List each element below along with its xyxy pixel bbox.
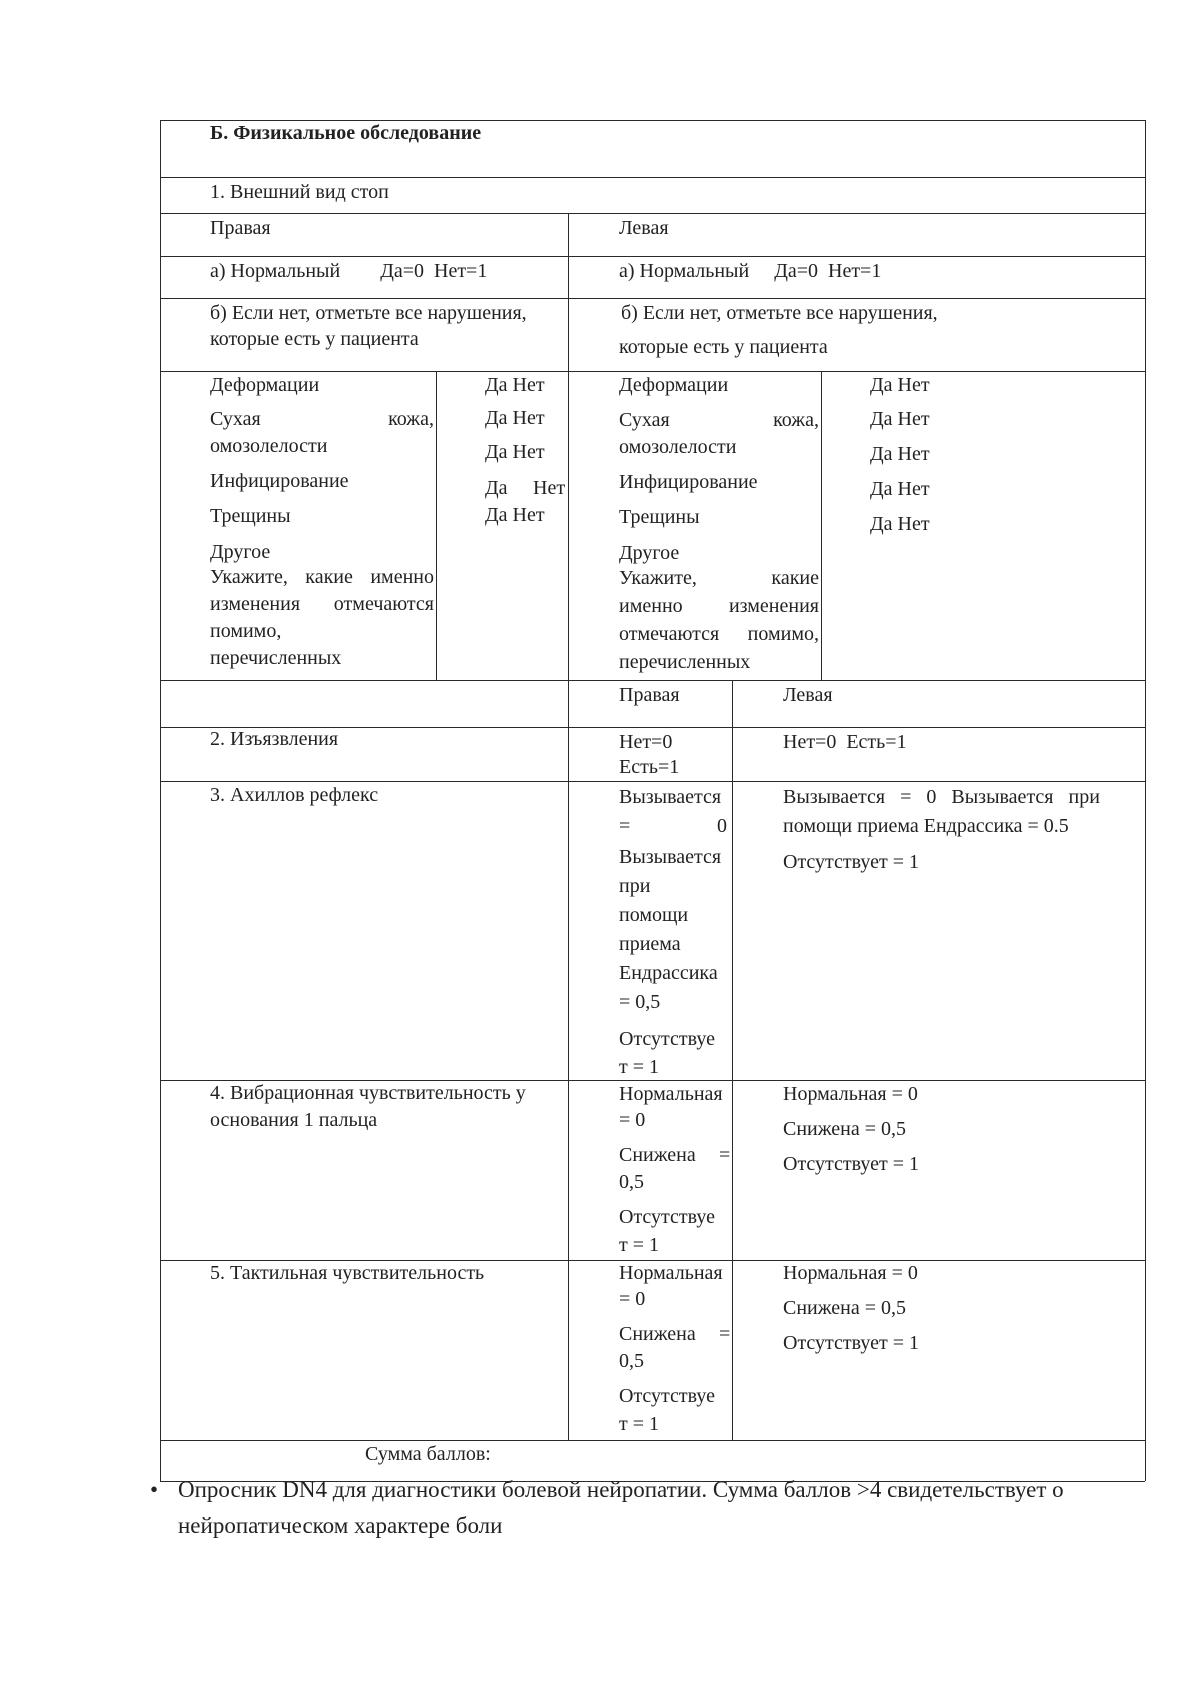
yes-no-left-5: Да Нет — [870, 513, 930, 535]
yes-no-right-1: Да Нет — [485, 374, 545, 396]
specify-right-line-4: перечисленных — [210, 647, 342, 669]
cracks-left: Трещины — [619, 506, 700, 528]
sub-right-label: Правая — [619, 684, 680, 706]
achilles-right-8: = 0,5 — [619, 991, 661, 1013]
skin-word: кожа, — [773, 409, 819, 431]
vib-left-2: Снижена = 0,5 — [783, 1118, 907, 1140]
if-no-right-2: которые есть у пациента — [210, 328, 419, 350]
specify-left-line-1: Укажите, какие — [619, 567, 819, 589]
infection-right: Инфицирование — [210, 470, 349, 492]
vib-right-4: 0,5 — [619, 1171, 644, 1193]
sub-left-label: Левая — [783, 684, 833, 706]
normal-left: а) Нормальный Да=0 Нет=1 — [619, 260, 882, 282]
achilles-left-3: Отсутствует = 1 — [783, 851, 920, 873]
other-left: Другое — [619, 542, 680, 564]
tac-right-3a: Снижена — [619, 1323, 696, 1345]
specify-right-line-3: помимо, — [210, 620, 282, 642]
specify-right — [210, 564, 434, 672]
vib-left-1: Нормальная = 0 — [783, 1083, 918, 1105]
row-divider — [160, 781, 1145, 782]
yes-no-right-5: Да Нет — [485, 504, 545, 526]
achilles-right-4: при — [619, 875, 651, 897]
achilles-left-1: Вызывается = 0 Вызывается при — [783, 786, 1100, 808]
specify-left-line-3: отмечаются помимо, — [619, 623, 819, 645]
yes-no-left-4: Да Нет — [870, 478, 930, 500]
achilles-right-3: Вызывается — [619, 846, 722, 868]
yes-no-right-2: Да Нет — [485, 407, 545, 429]
calluses-right: омозолелости — [210, 435, 328, 457]
yes-no-left-1: Да Нет — [870, 374, 930, 396]
table-border-right — [1145, 120, 1146, 1481]
vibration-label-1: 4. Вибрационная чувствительность у — [210, 1082, 526, 1104]
dry-skin-right — [210, 405, 434, 433]
achilles-label: 3. Ахиллов рефлекс — [210, 784, 379, 806]
yes-right-4: Да — [485, 477, 508, 499]
achilles-right-6: приема — [619, 933, 681, 955]
specify-left-line-2: именно изменения — [619, 595, 819, 617]
row-divider — [160, 298, 1145, 299]
skin-word: кожа, — [388, 408, 434, 430]
normal-right: а) Нормальный Да=0 Нет=1 — [210, 260, 488, 282]
row-divider — [160, 680, 1145, 681]
row-divider — [160, 177, 1145, 178]
bullet-dot: • — [150, 1477, 159, 1502]
row-divider — [160, 256, 1145, 257]
achilles-right-1: Вызывается — [619, 786, 722, 808]
dry-skin-word: Сухая — [619, 409, 670, 431]
row-divider — [160, 1440, 1145, 1441]
foot-appearance-heading: 1. Внешний вид стоп — [210, 181, 389, 203]
tac-left-1: Нормальная = 0 — [783, 1262, 918, 1284]
other-right: Другое — [210, 541, 271, 563]
achilles-right-2b: 0 — [717, 815, 727, 837]
column-divider — [436, 371, 437, 680]
cracks-right: Трещины — [210, 505, 291, 527]
ulcers-right-2: Есть=1 — [619, 756, 680, 778]
sum-label: Сумма баллов: — [365, 1443, 491, 1465]
infection-left: Инфицирование — [619, 471, 758, 493]
yes-no-left-3: Да Нет — [870, 443, 930, 465]
deformations-left: Деформации — [619, 374, 729, 396]
yes-no-left-2: Да Нет — [870, 408, 930, 430]
tac-right-1: Нормальная — [619, 1262, 723, 1284]
specify-left-line-4: перечисленных — [619, 651, 751, 673]
vib-right-2: = 0 — [619, 1109, 646, 1131]
tac-left-2: Снижена = 0,5 — [783, 1297, 907, 1319]
tac-right-5: Отсутствуе — [619, 1385, 716, 1407]
specify-right-line-1: Укажите, какие именно — [210, 566, 434, 588]
tactile-label: 5. Тактильная чувствительность — [210, 1262, 485, 1284]
column-divider — [732, 680, 733, 1440]
achilles-right-10: т = 1 — [619, 1056, 660, 1078]
if-no-right: б) Если нет, отметьте все нарушения, — [210, 302, 527, 324]
ulcers-right-1: Нет=0 — [619, 731, 673, 753]
achilles-right-2a: = — [619, 815, 631, 837]
achilles-right-7: Ендрассика — [619, 962, 718, 984]
vib-right-3b: = — [719, 1144, 731, 1166]
if-no-left-2: которые есть у пациента — [619, 336, 828, 358]
right-foot-label: Правая — [210, 217, 271, 239]
vib-right-1: Нормальная — [619, 1083, 723, 1105]
ulcers-label: 2. Изъязвления — [210, 728, 339, 750]
vib-right-5: Отсутствуе — [619, 1206, 716, 1228]
row-divider — [160, 213, 1145, 214]
dn4-note-line-1: Опросник DN4 для диагностики болевой нейропатии. Сумма баллов >4 свидетельствует о — [178, 1477, 1064, 1502]
tac-right-6: т = 1 — [619, 1413, 660, 1435]
section-title: Б. Физикальное обследование — [210, 122, 482, 144]
column-divider — [821, 371, 822, 680]
vib-right-3a: Снижена — [619, 1144, 696, 1166]
ulcers-left: Нет=0 Есть=1 — [783, 731, 907, 753]
achilles-left-2: помощи приема Ендрассика = 0.5 — [783, 815, 1069, 837]
tac-right-2: = 0 — [619, 1288, 646, 1310]
vib-left-3: Отсутствует = 1 — [783, 1153, 920, 1175]
vibration-label-2: основания 1 пальца — [210, 1109, 378, 1131]
dn4-note-line-2: нейропатическом характере боли — [178, 1513, 503, 1538]
left-foot-label: Левая — [619, 217, 669, 239]
specify-right-line-2: изменения отмечаются — [210, 593, 434, 615]
achilles-right-5: помощи — [619, 904, 689, 926]
specify-left — [619, 564, 819, 676]
calluses-left: омозолелости — [619, 436, 737, 458]
yes-no-right-3: Да Нет — [485, 441, 545, 463]
tac-right-3b: = — [719, 1323, 731, 1345]
row-divider — [160, 371, 1145, 372]
tac-right-4: 0,5 — [619, 1350, 644, 1372]
column-divider — [568, 213, 569, 1440]
table-border-left — [160, 120, 161, 1481]
deformations-right: Деформации — [210, 374, 320, 396]
if-no-left: б) Если нет, отметьте все нарушения, — [621, 302, 938, 324]
no-right-4: Нет — [533, 477, 566, 499]
tac-left-3: Отсутствует = 1 — [783, 1332, 920, 1354]
dry-skin-left — [619, 406, 819, 434]
dry-skin-word: Сухая — [210, 408, 261, 430]
achilles-right-9: Отсутствуе — [619, 1028, 716, 1050]
vib-right-6: т = 1 — [619, 1234, 660, 1256]
